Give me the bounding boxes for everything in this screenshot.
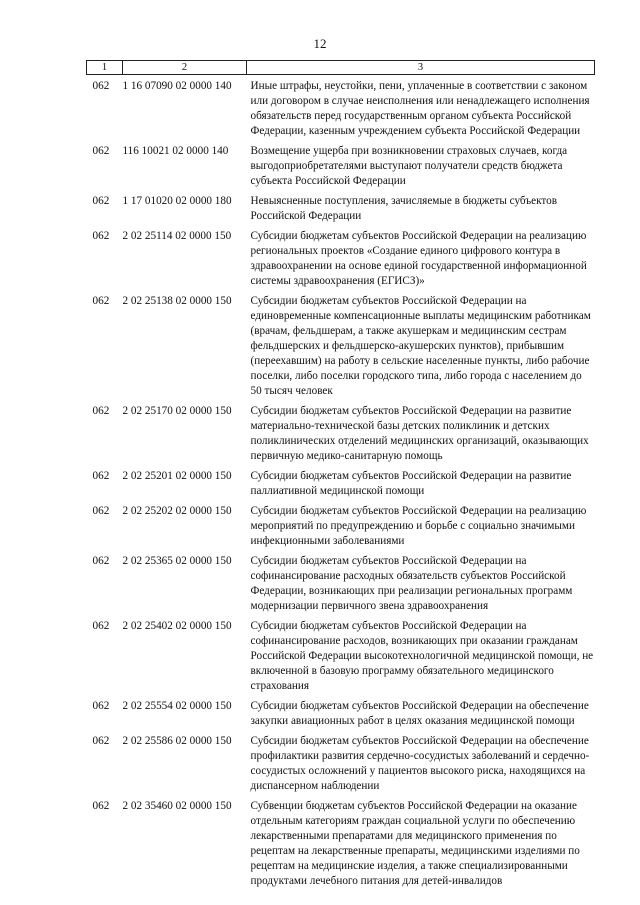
table-row [87,144,595,194]
description-cell: Невыясненные поступления, зачисляемые в бюджеты субъектов Российской Федерации [250,195,557,222]
admin-code-cell: 062 [92,620,110,632]
description-cell: Субсидии бюджетам субъектов Российской Федерации на софинансирование расходов, возникающих при оказании гражданам Российской Федерации высокотехнологичной медицинской помощи, не включенной в базовую программу обязательного медицинского страхования [250,620,594,692]
budget-code-cell: 1 17 01020 02 0000 180 [122,195,232,207]
column-header-3: 3 [247,61,595,75]
budget-code-cell: 2 02 25586 02 0000 150 [122,735,232,747]
budget-revenue-table [86,60,595,894]
description-cell: Субсидии бюджетам субъектов Российской Федерации на развитие паллиативной медицинской помощи [250,470,572,497]
description-cell: Возмещение ущерба при возникновении страховых случаев, когда выгодоприобретателями выступают получатели средств бюджета субъекта Российской Федерации [250,145,568,187]
admin-code-cell: 062 [92,555,110,567]
admin-code-cell: 062 [92,700,110,712]
column-header-2: 2 [123,61,247,75]
table-row [87,619,595,699]
admin-code-cell: 062 [92,80,110,92]
description-cell: Субсидии бюджетам субъектов Российской Федерации на реализацию региональных проектов «Создание единого цифрового контура в здравоохранении на основе единой государственной информационной системы здравоохранения (ЕГИСЗ)» [250,230,587,287]
table-header [87,61,595,75]
admin-code-cell: 062 [92,195,110,207]
description-cell: Субвенции бюджетам субъектов Российской Федерации на оказание отдельным категориям граждан социальной услуги по обеспечению лекарственными препаратами для медицинского применения по рецептам на лекарственные препараты, медицинскими изделиями по рецептам на медицинские изделия, а также специализированными продуктами лечебного питания для детей-инвалидов [250,800,580,887]
table-body [87,75,595,895]
description-cell: Субсидии бюджетам субъектов Российской Федерации на обеспечение закупки авиационных работ в целях оказания медицинской помощи [250,700,589,727]
budget-code-cell: 2 02 25170 02 0000 150 [122,405,232,417]
description-cell: Субсидии бюджетам субъектов Российской Федерации на софинансирование расходных обязательств субъектов Российской Федерации, возникающих при реализации региональных программ модернизации первичного звена здравоохранения [250,555,573,612]
description-cell: Субсидии бюджетам субъектов Российской Федерации на развитие материально-технической базы детских поликлиник и детских поликлинических отделений медицинских организаций, оказывающих первичную медико-санитарную помощь [250,405,589,462]
table-row [87,404,595,469]
description-cell: Иные штрафы, неустойки, пени, уплаченные в соответствии с законом или договором в случае неисполнения или ненадлежащего исполнения обязательств перед государственным органом субъекта Российской Федерации, казенным учреждением субъекта Российской Федерации [250,80,590,137]
table-row [87,734,595,799]
budget-code-cell: 2 02 25202 02 0000 150 [122,505,232,517]
description-cell: Субсидии бюджетам субъектов Российской Федерации на реализацию мероприятий по предупреждению и борьбе с социально значимыми инфекционными заболеваниями [250,505,587,547]
page-number: 12 [313,36,327,51]
column-header-1: 1 [87,61,123,75]
admin-code-cell: 062 [92,295,110,307]
admin-code-cell: 062 [92,800,110,812]
admin-code-cell: 062 [92,230,110,242]
description-cell: Субсидии бюджетам субъектов Российской Федерации на обеспечение профилактики развития сердечно-сосудистых заболеваний и сердечно-сосудистых осложнений у пациентов высокого риска, находящихся на диспансерном наблюдении [250,735,590,792]
table-row [87,75,595,145]
admin-code-cell: 062 [92,505,110,517]
table-row [87,504,595,554]
table-header-row [87,61,595,75]
budget-code-cell: 2 02 25114 02 0000 150 [122,230,232,242]
table-row [87,799,595,894]
table-row [87,294,595,404]
table-row [87,699,595,734]
budget-code-cell: 2 02 25365 02 0000 150 [122,555,232,567]
admin-code-cell: 062 [92,405,110,417]
table-row [87,194,595,229]
budget-code-cell: 2 02 25201 02 0000 150 [122,470,232,482]
admin-code-cell: 062 [92,735,110,747]
admin-code-cell: 062 [92,470,110,482]
budget-code-cell: 2 02 25554 02 0000 150 [122,700,232,712]
budget-code-cell: 2 02 25138 02 0000 150 [122,295,232,307]
table-row [87,554,595,619]
description-cell: Субсидии бюджетам субъектов Российской Федерации на единовременные компенсационные выплаты медицинским работникам (врачам, фельдшерам, а также акушеркам и медицинским сестрам фельдшерских и фельдшерско-акушерских пунктов), прибывшим (переехавшим) на работу в сельские населенные пункты, либо рабочие поселки, либо поселки городского типа, либо города с населением до 50 тысяч человек [250,295,591,397]
budget-code-cell: 2 02 25402 02 0000 150 [122,620,232,632]
table-row [87,469,595,504]
budget-code-cell: 2 02 35460 02 0000 150 [122,800,232,812]
budget-code-cell: 116 10021 02 0000 140 [122,145,229,157]
admin-code-cell: 062 [92,145,110,157]
budget-code-cell: 1 16 07090 02 0000 140 [122,80,232,92]
table-row [87,229,595,294]
